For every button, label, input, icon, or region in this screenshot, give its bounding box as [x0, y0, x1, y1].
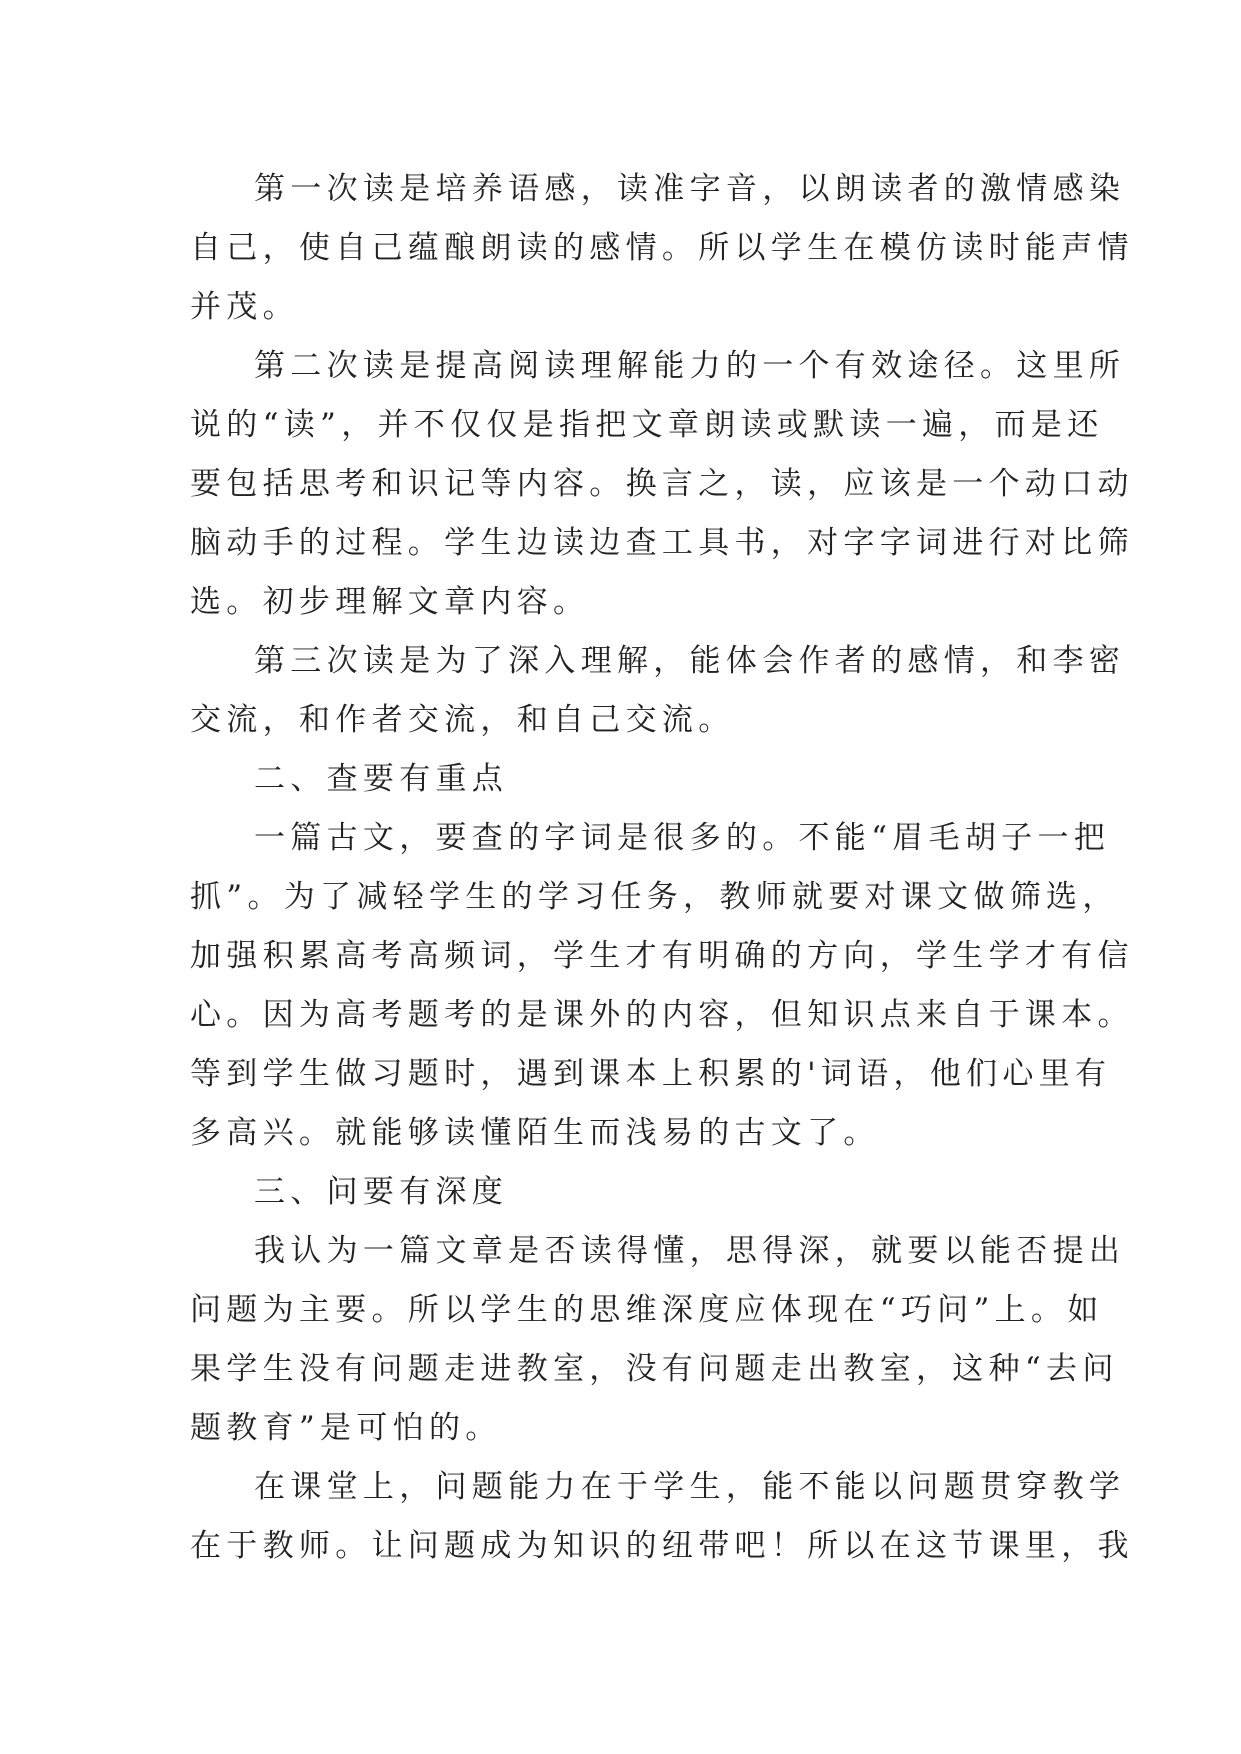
- text-line: 交流，和作者交流，和自己交流。: [190, 702, 735, 738]
- text-line: 一篇古文，要查的字词是很多的。不能“眉毛胡子一把: [254, 820, 1111, 856]
- text-line: 心。因为高考题考的是课外的内容，但知识点来自于课本。: [190, 997, 1134, 1033]
- text-line: 题教育”是可怕的。: [190, 1410, 502, 1446]
- text-line: 多高兴。就能够读懂陌生而浅易的古文了。: [190, 1115, 880, 1151]
- text-line: 等到学生做习题时，遇到课本上积累的'词语，他们心里有: [190, 1056, 1112, 1092]
- text-line: 第三次读是为了深入理解，能体会作者的感情，和李密: [254, 643, 1126, 679]
- text-line: 我认为一篇文章是否读得懂，思得深，就要以能否提出: [254, 1233, 1126, 1269]
- text-line: 第二次读是提高阅读理解能力的一个有效途径。这里所: [254, 348, 1126, 384]
- text-line: 问题为主要。所以学生的思维深度应体现在“巧问”上。如: [190, 1292, 1104, 1328]
- text-line: 要包括思考和识记等内容。换言之，读，应该是一个动口动: [190, 466, 1134, 502]
- text-line: 自己，使自己蕴酿朗读的感情。所以学生在模仿读时能声情: [190, 230, 1134, 266]
- text-line: 果学生没有问题走进教室，没有问题走出教室，这种“去问: [190, 1351, 1119, 1387]
- section-heading: 三、问要有深度: [254, 1174, 509, 1210]
- section-heading: 二、查要有重点: [254, 761, 509, 797]
- text-line: 说的“读”，并不仅仅是指把文章朗读或默读一遍，而是还: [190, 407, 1104, 443]
- text-line: 第一次读是培养语感，读准字音，以朗读者的激情感染: [254, 171, 1126, 207]
- text-line: 抓”。为了减轻学生的学习任务，教师就要对课文做筛选，: [190, 879, 1119, 915]
- body-text: [190, 160, 1134, 1576]
- text-line: 脑动手的过程。学生边读边查工具书，对字字词进行对比筛: [190, 525, 1134, 561]
- text-line: 在课堂上，问题能力在于学生，能不能以问题贯穿教学: [254, 1469, 1126, 1505]
- text-line: 选。初步理解文章内容。: [190, 584, 590, 620]
- text-line: 在于教师。让问题成为知识的纽带吧！所以在这节课里，我: [190, 1528, 1134, 1564]
- text-line: 加强积累高考高频词，学生才有明确的方向，学生学才有信: [190, 938, 1134, 974]
- text-line: 并茂。: [190, 289, 299, 325]
